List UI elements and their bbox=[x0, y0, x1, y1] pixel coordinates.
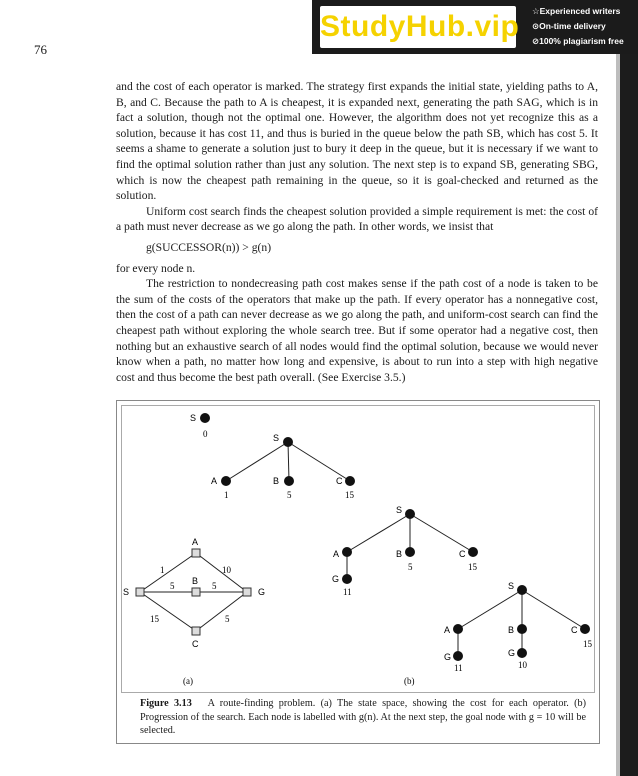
feature-plagiarism: ⊘100% plagiarism free bbox=[532, 36, 624, 46]
t2-label-a: A bbox=[211, 476, 218, 486]
edges bbox=[140, 442, 585, 656]
t2-node-b bbox=[284, 476, 294, 486]
ss-node-b bbox=[192, 588, 200, 596]
edge-s-c bbox=[140, 592, 196, 631]
ss-node-c bbox=[192, 627, 200, 635]
logo-text: StudyHub.vip bbox=[320, 10, 520, 43]
tree-nodes bbox=[200, 413, 590, 661]
formula: g(SUCCESSOR(n)) > g(n) bbox=[146, 240, 272, 254]
edge-t4-s-c bbox=[522, 590, 585, 629]
t2-node-s bbox=[283, 437, 293, 447]
t4-node-s bbox=[517, 585, 527, 595]
paragraph-4: The restriction to nondecreasing path cost makes sense if the path cost of a node is taken to be the sum of the costs of the operators that make up the path. If every operator has a nonnegative cost, then the cost of a path can never decrease as we go along the path, and uniform-cost search can find the cheapest path without exploring the whole search tree. But if some operator had a negative cost, then nothing but an exhaustive search of all nodes would find the optimal solution, because we would never know when a path, no matter how long and expensive, is about to run into a step with high negative cost and thus become the best path overall. (See Exercise 3.5.) bbox=[116, 277, 598, 384]
t1-cost-s: 0 bbox=[203, 429, 208, 439]
t3-label-g: G bbox=[332, 574, 340, 584]
paragraph-1: and the cost of each operator is marked. The strategy first expands the initial state, yielding paths to A, B, and C. Because the path to A is cheapest, it is expanded next, generating the path SAG, which is in fact a solution, though not the optimal one. However, the algorithm does not yet recognize this as a solution, because it has cost 11, and thus is buried in the queue below the path SB, which has cost 5. It seems a shame to generate a solution just to bury it deep in the queue, but it is necessary if we want to find the optimal solution rather than just any solution. The next step is to expand SB, generating SBG, which is now the cheapest path remaining in the queue, so it is goal-checked and returned as the solution. bbox=[116, 80, 598, 203]
t4-label-g1: G bbox=[444, 652, 452, 662]
t3-node-b bbox=[405, 547, 415, 557]
t1-label-s: S bbox=[190, 413, 197, 423]
edge-t3-s-a bbox=[347, 514, 410, 552]
t3-cost-b: 5 bbox=[408, 562, 413, 572]
t4-node-g1 bbox=[453, 651, 463, 661]
ss-label-g: G bbox=[258, 587, 266, 597]
ss-label-c: C bbox=[192, 639, 199, 649]
t4-label-b: B bbox=[508, 625, 515, 635]
t3-node-g bbox=[342, 574, 352, 584]
t3-cost-g: 11 bbox=[343, 587, 352, 597]
t1-node-s bbox=[200, 413, 210, 423]
t2-node-a bbox=[221, 476, 231, 486]
t2-cost-a: 1 bbox=[224, 490, 229, 500]
t4-cost-g2: 10 bbox=[518, 660, 527, 670]
ss-cost-sc: 15 bbox=[150, 614, 159, 624]
edge-t4-s-a bbox=[458, 590, 522, 629]
t3-label-c: C bbox=[459, 549, 466, 559]
t4-label-g2: G bbox=[508, 648, 516, 658]
edge-t2-s-b bbox=[288, 442, 289, 481]
paragraph-2: Uniform cost search finds the cheapest solution provided a simple requirement is met: the cost of a path must never decrease as we go along the path. In other words, we insist that bbox=[116, 204, 598, 234]
t3-label-s: S bbox=[396, 505, 403, 515]
t4-cost-c: 15 bbox=[583, 639, 592, 649]
ss-label-s: S bbox=[123, 587, 130, 597]
t3-label-a: A bbox=[333, 549, 340, 559]
feature-delivery: ⊙On-time delivery bbox=[532, 21, 606, 31]
t3-cost-c: 15 bbox=[468, 562, 477, 572]
t4-node-g2 bbox=[517, 648, 527, 658]
t2-label-s: S bbox=[273, 433, 280, 443]
page-number: 76 bbox=[34, 42, 47, 57]
t3-label-b: B bbox=[396, 549, 403, 559]
t2-cost-b: 5 bbox=[287, 490, 292, 500]
feature-writers: ☆Experienced writers bbox=[532, 6, 621, 16]
t2-cost-c: 15 bbox=[345, 490, 354, 500]
edge-s-a bbox=[140, 553, 199, 592]
ss-cost-sb: 5 bbox=[170, 581, 175, 591]
t2-label-c: C bbox=[336, 476, 343, 486]
ss-cost-ag: 10 bbox=[222, 565, 231, 575]
ss-cost-sa: 1 bbox=[160, 565, 165, 575]
ss-label-a: A bbox=[192, 537, 199, 547]
ss-node-s bbox=[136, 588, 144, 596]
label-b: (b) bbox=[404, 676, 415, 686]
ss-cost-cg: 5 bbox=[225, 614, 230, 624]
caption-title: Figure 3.13 bbox=[140, 698, 192, 709]
ss-node-a bbox=[192, 549, 200, 557]
t3-node-c bbox=[468, 547, 478, 557]
label-a: (a) bbox=[183, 676, 193, 686]
figure-caption bbox=[140, 697, 586, 738]
edge-c-g bbox=[196, 592, 247, 631]
t4-node-b bbox=[517, 624, 527, 634]
edge-t3-s-c bbox=[410, 514, 473, 552]
paragraph-3: for every node n. bbox=[116, 261, 196, 275]
caption-text: A route-finding problem. (a) The state space, showing the cost for each operator. (b) Progression of the search. Each node is labelled with g(n). At the next step, the goal node with g = 10 will be selected. bbox=[140, 698, 586, 737]
t4-label-c: C bbox=[571, 625, 578, 635]
t3-node-a bbox=[342, 547, 352, 557]
t4-label-s: S bbox=[508, 581, 515, 591]
t2-label-b: B bbox=[273, 476, 280, 486]
ss-cost-bg: 5 bbox=[212, 581, 217, 591]
t4-label-a: A bbox=[444, 625, 451, 635]
ss-label-b: B bbox=[192, 576, 199, 586]
t4-node-a bbox=[453, 624, 463, 634]
t4-node-c bbox=[580, 624, 590, 634]
t3-node-s bbox=[405, 509, 415, 519]
t4-cost-g1: 11 bbox=[454, 663, 463, 673]
ss-node-g bbox=[243, 588, 251, 596]
t2-node-c bbox=[345, 476, 355, 486]
